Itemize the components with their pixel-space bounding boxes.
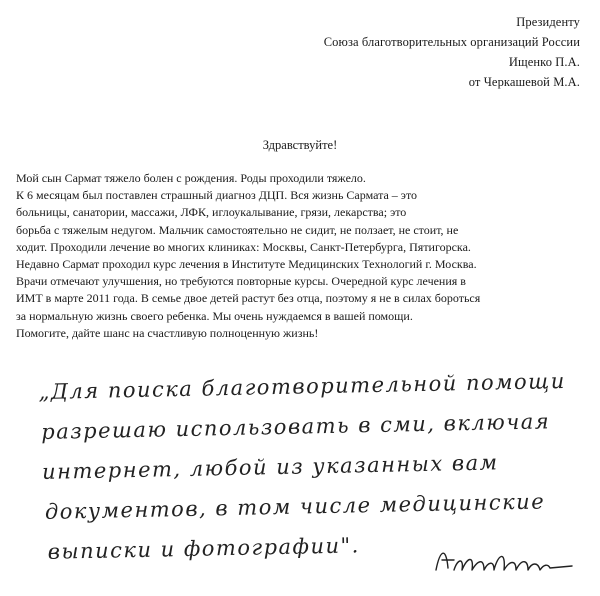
- body-line: за нормальную жизнь своего ребенка. Мы очень нуждаемся в вашей помощи.: [16, 308, 413, 323]
- letter-body: [16, 170, 591, 342]
- addressee-title: Президенту: [516, 15, 580, 29]
- body-line: борьба с тяжелым недугом. Мальчик самостоятельно не сидит, не ползает, не стоит, не: [16, 222, 459, 237]
- body-line: Мой сын Сармат тяжело болен с рождения. Роды проходили тяжело.: [16, 171, 366, 185]
- handwritten-line: выписки и фотографии".: [47, 533, 361, 564]
- handwritten-line: документов, в том числе медицинские: [44, 489, 546, 524]
- body-line: ходит. Проходили лечение во многих клиниках: Москвы, Санкт-Петербурга, Пятигорска.: [16, 239, 471, 254]
- addressee-name: Ищенко П.А.: [508, 55, 580, 69]
- addressee-organization: Союза благотворительных организаций России: [323, 35, 580, 49]
- sender-name: от Черкашевой М.А.: [468, 75, 580, 89]
- body-line: К 6 месяцам был поставлен страшный диагноз ДЦП. Вся жизнь Сармата – это: [16, 188, 418, 203]
- body-line: Недавно Сармат проходил курс лечения в Институте Медицинских Технологий г. Москва.: [16, 257, 477, 272]
- signature: [432, 540, 582, 580]
- handwritten-line: „Для поиска благотворительной помощи: [38, 368, 566, 404]
- body-line: Врачи отмечают улучшения, но требуются повторные курсы. Очередной курс лечения в: [16, 274, 466, 289]
- addressee-block: [324, 12, 580, 92]
- body-line: Помогите, дайте шанс на счастливую полноценную жизнь!: [16, 325, 319, 340]
- body-line: ИМТ в марте 2011 года. В семье двое детей растут без отца, поэтому я не в силах бороться: [16, 291, 481, 306]
- handwritten-line: интернет, любой из указанных вам: [41, 450, 499, 484]
- body-line: больницы, санатории, массажи, ЛФК, иглоукалывание, грязи, лекарства; это: [16, 205, 407, 220]
- handwritten-line: разрешаю использовать в сми, включая: [41, 409, 551, 444]
- greeting: Здравствуйте!: [262, 138, 338, 152]
